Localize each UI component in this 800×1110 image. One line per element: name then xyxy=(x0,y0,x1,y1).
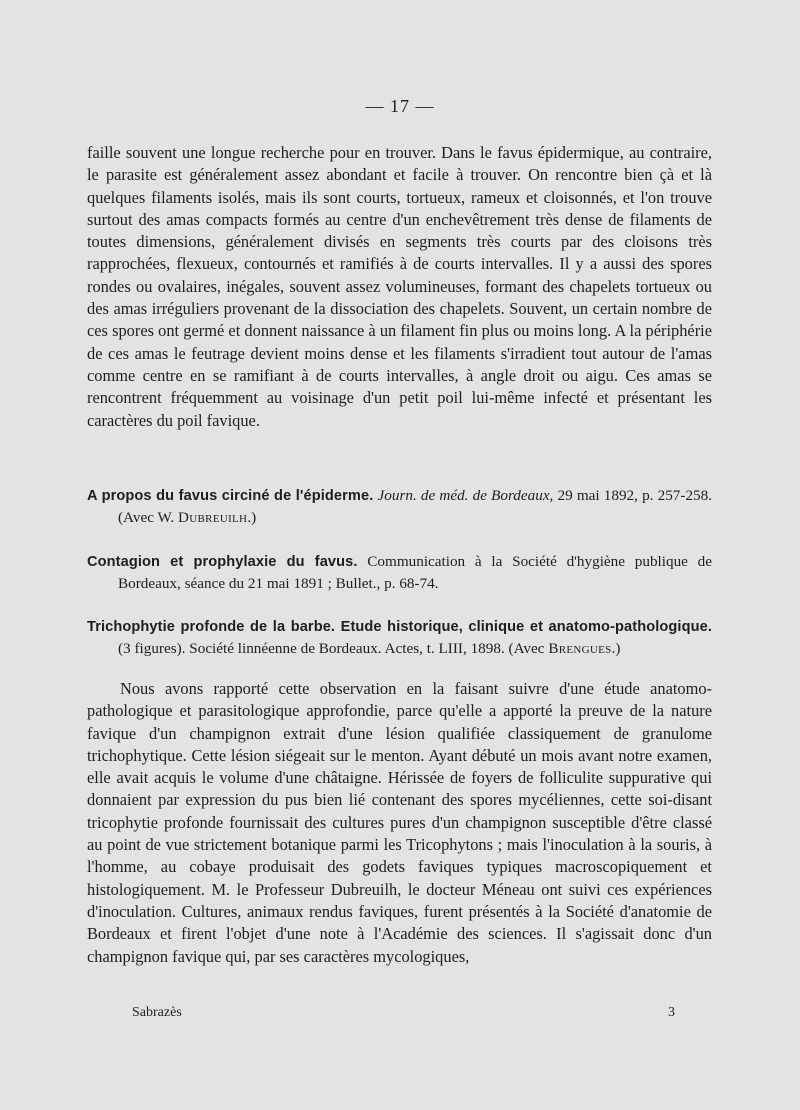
bibliography-entry xyxy=(87,551,712,594)
entry-title: A propos du favus circiné de l'épiderme. xyxy=(87,488,374,504)
entry-closing: .) xyxy=(611,640,621,657)
bibliography-entry-body xyxy=(87,485,712,528)
entry-title: Contagion et prophylaxie du favus. xyxy=(87,554,358,570)
bibliography-entry-body xyxy=(87,616,712,659)
entry-details: 29 mai 1892, p. 257-258. (Avec W. xyxy=(118,487,713,526)
entry-title: Trichophytie profonde de la barbe. Etude historique, clinique et anatomo-pathologique. xyxy=(87,619,712,635)
footer-signature-mark: 3 xyxy=(668,1005,675,1020)
entry-coauthor: Dubreuilh xyxy=(178,509,248,526)
entry-coauthor: Brengues xyxy=(548,640,612,657)
paragraph-bottom: Nous avons rapporté cette observation en la faisant suivre d'une étude anatomo-pathologique et parasitologique approfondie, parce qu'elle a apporté la preuve de la nature favique d'un champignon extrait d'une lésion qualifiée classiquement de granulome trichophytique. Cette lésion siégeait sur le menton. Ayant débuté un mois avant notre examen, elle avait acquis le volume d'une châtaigne. Hérissée de foyers de folliculite suppurative qui donnaient par expression du pus bien lié contenant des spores mycéliennes, cette soi-disant tricophytie profonde fournissait des cultures pures d'un champignon susceptible d'être classé au point de vue strictement botanique parmi les Tricophytons ; mais l'inoculation à la souris, à l'homme, au cobaye produisait des godets faviques typiques macroscopiquement et histologiquement. M. le Professeur Dubreuilh, le docteur Méneau ont suivi ces expériences d'inoculation. Cultures, animaux rendus faviques, furent présentés à la Société d'anatomie de Bordeaux et firent l'objet d'une note à l'Académie des sciences. Il s'agissait donc d'un champignon favique qui, par ses caractères mycologiques, xyxy=(87,679,712,966)
entry-details: Communication à la Société d'hygiène publique de Bordeaux, séance du 21 mai 1891 ; Bullet., p. 68-74. xyxy=(118,553,713,592)
entry-details: (3 figures). Société linnéenne de Bordeaux. Actes, t. LIII, 1898. (Avec xyxy=(118,640,545,657)
bibliography-entry-body xyxy=(87,551,712,594)
page-number: — 17 — xyxy=(365,96,435,116)
bibliography-entry xyxy=(87,485,712,528)
entry-journal: Journ. de méd. de Bordeaux, xyxy=(377,487,554,504)
entry-closing: .) xyxy=(247,509,257,526)
footer-author: Sabrazès xyxy=(132,1005,182,1020)
paragraph-top: faille souvent une longue recherche pour en trouver. Dans le favus épidermique, au contraire, le parasite est généralement assez abondant et facile à trouver. On rencontre bien çà et là quelques filaments isolés, mais ils sont courts, tortueux, rameux et cloisonnés, et l'on trouve surtout des amas compacts formés au centre d'un enchevêtrement très dense de filaments de toutes dimensions, généralement divisés en segments très courts par des cloisons très rapprochées, flexueux, contournés et ramifiés à de courts intervalles. Il y a aussi des spores rondes ou ovalaires, inégales, souvent assez volumineuses, formant des chapelets tortueux ou des amas irréguliers provenant de la dissociation des chapelets. Souvent, un certain nombre de ces spores ont germé et donnent naissance à un filament fin plus ou moins long. A la périphérie de ces amas le feutrage devient moins dense et les filaments s'irradient tout autour de l'amas comme centre en se ramifiant à de courts intervalles, à angle droit ou aigu. Ces amas se rencontrent fréquemment au voisinage d'un petit poil lui-même infecté et présentant les caractères du poil favique. xyxy=(87,143,712,430)
bibliography-entry xyxy=(87,616,712,659)
